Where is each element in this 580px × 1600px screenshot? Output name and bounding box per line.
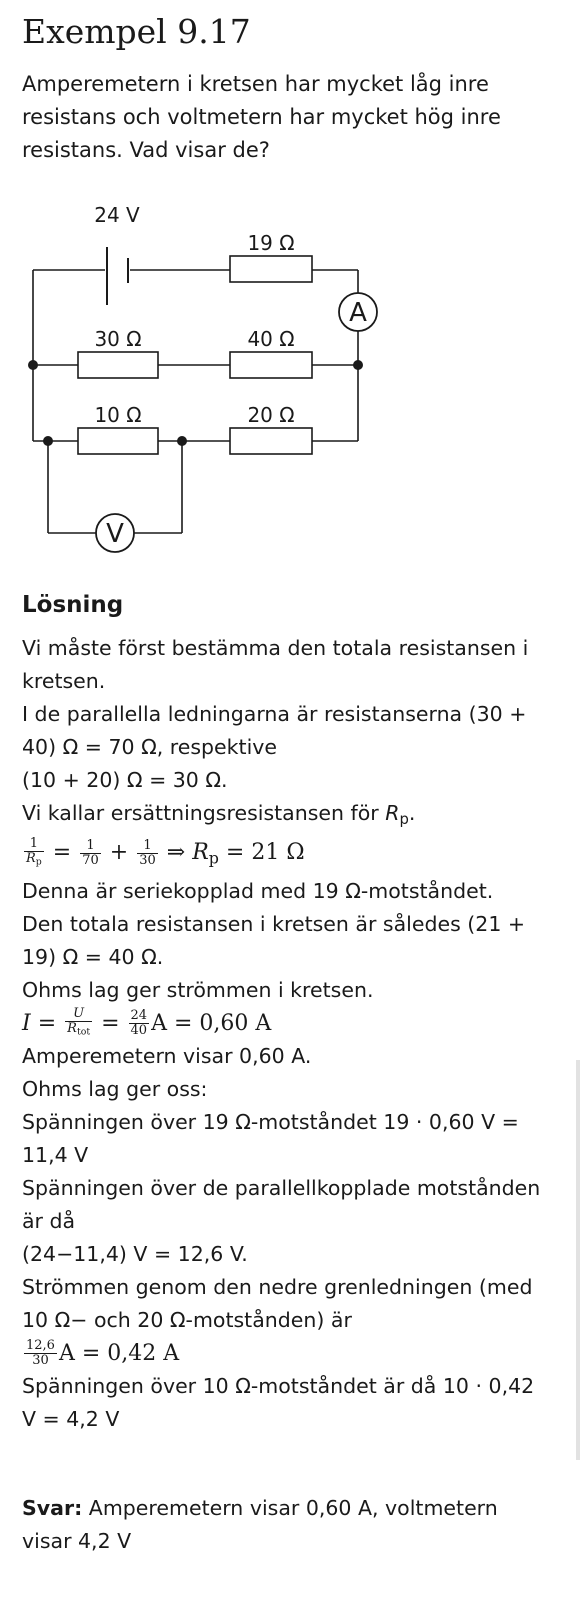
answer: [22, 1492, 552, 1558]
answer-text: Amperemetern visar 0,60 A, voltmetern visar 4,2 V: [22, 1496, 498, 1553]
resistor-20-label: 20 Ω: [247, 403, 295, 427]
solution-line: I de parallella ledningarna är resistanserna (30 + 40) Ω = 70 Ω, respektive: [22, 702, 527, 759]
solution-heading: Lösning: [22, 592, 124, 618]
solution-line: Spänningen över de parallellkopplade motstånden är då: [22, 1175, 541, 1233]
solution-line-text: Vi kallar ersättningsresistansen för: [22, 801, 379, 825]
solution-line: Denna är seriekopplad med 19 Ω-motståndet.: [22, 878, 494, 903]
junction-dot: [353, 360, 363, 370]
fraction: $\frac{1}{30}$: [139, 837, 156, 868]
solution-line: Vi kallar ersättningsresistansen för $R_p$.: [22, 801, 416, 829]
rp-subscript: p: [399, 811, 409, 829]
resistor-19: [230, 256, 312, 282]
ammeter-symbol: A: [349, 298, 367, 328]
battery-symbol: [107, 247, 128, 305]
solution-line: Spänningen över 10 Ω-motståndet är då 10 · 0,42 V = 4,2 V: [22, 1373, 535, 1431]
resistor-30-label: 30 Ω: [94, 327, 142, 351]
resistor-40-label: 40 Ω: [247, 327, 295, 351]
resistor-40: [230, 352, 312, 378]
resistor-30: [78, 352, 158, 378]
voltmeter-symbol: V: [106, 519, 124, 549]
fraction: $\frac{1}{R_p}$: [26, 835, 42, 868]
fraction: $\frac{U}{R_{tot}}$: [67, 1006, 91, 1038]
solution-line: Den totala resistansen i kretsen är således (21 + 19) Ω = 40 Ω.: [22, 911, 526, 969]
example-title: Exempel 9.17: [22, 12, 251, 51]
fraction: $\frac{24}{40}$: [130, 1008, 148, 1039]
equation-current: $\frac{12,6}{30}$ A = 0,42 A: [26, 1338, 180, 1369]
voltmeter: [96, 514, 134, 552]
question-text: Amperemetern i kretsen har mycket låg inre resistans och voltmetern har mycket hög inre resistans. Vad visar de?: [22, 72, 501, 162]
equation-parallel: $\frac{1}{R_p}$ = $\frac{1}{70}$ + $\frac{1}{30}$ ⇒ $R_p = 21$ Ω: [26, 835, 305, 868]
scrollbar[interactable]: [576, 1060, 580, 1460]
solution-line: Ohms lag ger oss:: [22, 1076, 208, 1101]
battery-label: 24 V: [94, 203, 140, 227]
resistor-10-label: 10 Ω: [94, 403, 142, 427]
resistor-10: [78, 428, 158, 454]
solution-line: (24−11,4) V = 12,6 V.: [22, 1241, 248, 1266]
circuit-diagram: [0, 195, 400, 565]
solution-line: Spänningen över 19 Ω-motståndet 19 · 0,60 V = 11,4 V: [22, 1109, 519, 1167]
resistor-19-label: 19 Ω: [247, 231, 295, 255]
solution-line: Strömmen genom den nedre grenledningen (med 10 Ω− och 20 Ω-motstånden) är: [22, 1274, 533, 1332]
solution-line: Amperemetern visar 0,60 A.: [22, 1043, 312, 1068]
solution-line: Vi måste först bestämma den totala resistansen i kretsen.: [22, 636, 529, 693]
resistor-20: [230, 428, 312, 454]
answer-label: Svar:: [22, 1496, 83, 1520]
solution-line: (10 + 20) Ω = 30 Ω.: [22, 768, 228, 792]
fraction: $\frac{12,6}{30}$: [26, 1338, 55, 1369]
ammeter: [339, 293, 377, 331]
junction-dot: [177, 436, 187, 446]
equation-ohms-law: I = $\frac{U}{R_{tot}}$ = $\frac{24}{40}$ A = 0,60 A: [22, 1006, 272, 1039]
solution-body: [22, 632, 552, 1436]
fraction: $\frac{1}{70}$: [82, 837, 99, 868]
rp-symbol: R: [385, 801, 400, 825]
junction-dot: [43, 436, 53, 446]
solution-line: Ohms lag ger strömmen i kretsen.: [22, 977, 374, 1002]
junction-dot: [28, 360, 38, 370]
